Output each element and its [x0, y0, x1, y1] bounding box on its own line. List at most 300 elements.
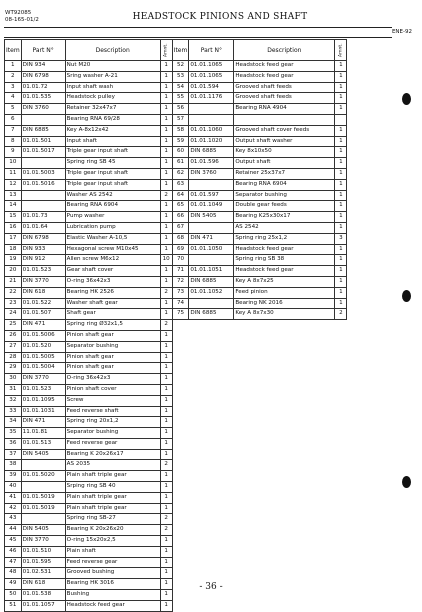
- empty-cell: [172, 471, 189, 482]
- item-number: 13: [5, 190, 22, 201]
- part-quantity: 2: [160, 460, 172, 471]
- column-header-qty: Amnt.: [160, 40, 172, 61]
- empty-cell: [172, 428, 189, 439]
- part-number: 01.01.5016: [21, 179, 65, 190]
- part-description: O-ring 36x42x3: [65, 374, 160, 385]
- empty-cell: [189, 568, 234, 579]
- document-reference: ENE-92: [391, 29, 412, 35]
- part-description: Retainer 25x37x7: [234, 168, 335, 179]
- table-row: [5, 61, 347, 72]
- empty-cell: [189, 460, 234, 471]
- part-quantity: 1: [335, 212, 347, 223]
- item-number: 52: [172, 61, 189, 72]
- part-number: 01.01.538: [21, 590, 65, 601]
- table-row: [5, 536, 347, 547]
- part-description: O-ring 36x42x3: [65, 276, 160, 287]
- part-quantity: 1: [335, 71, 347, 82]
- part-quantity: 1: [335, 287, 347, 298]
- part-number: 11.01.81: [21, 428, 65, 439]
- empty-cell: [234, 471, 335, 482]
- part-quantity: 1: [335, 147, 347, 158]
- part-quantity: [335, 114, 347, 125]
- part-number: 01.01.1095: [21, 395, 65, 406]
- part-number: 01.01.535: [21, 93, 65, 104]
- item-number: 27: [5, 341, 22, 352]
- empty-cell: [335, 546, 347, 557]
- item-number: 59: [172, 136, 189, 147]
- empty-cell: [172, 352, 189, 363]
- divider: [4, 27, 392, 28]
- part-number: 01.01.596: [189, 158, 234, 169]
- part-quantity: 1: [160, 61, 172, 72]
- part-description: Bearing RNA 6904: [65, 201, 160, 212]
- table-row: [5, 492, 347, 503]
- punch-hole: [402, 476, 411, 488]
- table-row: [5, 352, 347, 363]
- part-quantity: 1: [160, 352, 172, 363]
- empty-cell: [172, 525, 189, 536]
- part-description: Bearing RNA 4904: [234, 104, 335, 115]
- table-row: [5, 546, 347, 557]
- part-quantity: 1: [335, 136, 347, 147]
- empty-cell: [172, 557, 189, 568]
- part-description: Feed reverse shaft: [65, 406, 160, 417]
- item-number: 32: [5, 395, 22, 406]
- part-number: [21, 514, 65, 525]
- item-number: 45: [5, 536, 22, 547]
- table-row: [5, 276, 347, 287]
- part-description: Grooved shaft cover feeds: [234, 125, 335, 136]
- item-number: 19: [5, 255, 22, 266]
- item-number: 6: [5, 114, 22, 125]
- column-header-description: Description: [65, 40, 160, 61]
- item-number: 24: [5, 309, 22, 320]
- part-quantity: 1: [160, 147, 172, 158]
- empty-cell: [234, 568, 335, 579]
- part-number: 01.02.531: [21, 568, 65, 579]
- part-number: 01.01.523: [21, 266, 65, 277]
- part-quantity: 2: [160, 525, 172, 536]
- part-quantity: 1: [335, 244, 347, 255]
- part-description: Separator bushing: [65, 428, 160, 439]
- part-number: [189, 222, 234, 233]
- part-quantity: 1: [160, 341, 172, 352]
- part-description: Hexagonal screw M10x45: [65, 244, 160, 255]
- table-row: [5, 179, 347, 190]
- item-number: 60: [172, 147, 189, 158]
- part-quantity: 10: [160, 255, 172, 266]
- table-row: [5, 320, 347, 331]
- table-row: [5, 395, 347, 406]
- page-number: - 36 -: [199, 582, 223, 592]
- table-row: [5, 557, 347, 568]
- part-quantity: 2: [160, 514, 172, 525]
- table-row: [5, 471, 347, 482]
- part-number: DIN 933: [21, 244, 65, 255]
- part-description: Spring ring 20x1,2: [65, 417, 160, 428]
- table-row: [5, 449, 347, 460]
- table-row: [5, 287, 347, 298]
- table-row: [5, 71, 347, 82]
- empty-cell: [189, 536, 234, 547]
- part-number: DIN 6885: [189, 147, 234, 158]
- part-number: 01.01.513: [21, 438, 65, 449]
- empty-cell: [335, 417, 347, 428]
- table-row: [5, 233, 347, 244]
- item-number: 51: [5, 600, 22, 611]
- item-number: 17: [5, 233, 22, 244]
- empty-cell: [189, 363, 234, 374]
- table-row: [5, 158, 347, 169]
- part-number: DIN 471: [21, 417, 65, 428]
- part-number: 01.01.5019: [21, 503, 65, 514]
- empty-cell: [335, 363, 347, 374]
- item-number: 30: [5, 374, 22, 385]
- part-number: DIN 471: [21, 320, 65, 331]
- empty-cell: [335, 330, 347, 341]
- part-description: Spring ring Ø32x1,5: [65, 320, 160, 331]
- item-number: 26: [5, 330, 22, 341]
- part-quantity: 1: [160, 222, 172, 233]
- part-quantity: 1: [160, 298, 172, 309]
- table-row: [5, 309, 347, 320]
- part-quantity: 1: [335, 61, 347, 72]
- item-number: 57: [172, 114, 189, 125]
- part-number: DIN 3760: [21, 104, 65, 115]
- empty-cell: [189, 471, 234, 482]
- empty-cell: [172, 320, 189, 331]
- part-number: [21, 201, 65, 212]
- empty-cell: [189, 492, 234, 503]
- part-number: DIN 618: [21, 579, 65, 590]
- empty-cell: [234, 536, 335, 547]
- item-number: 72: [172, 276, 189, 287]
- part-number: DIN 3770: [21, 374, 65, 385]
- part-quantity: 1: [160, 201, 172, 212]
- item-number: 68: [172, 233, 189, 244]
- part-quantity: 1: [335, 104, 347, 115]
- part-description: Bearing K25x30x17: [234, 212, 335, 223]
- item-number: 49: [5, 579, 22, 590]
- part-quantity: 1: [160, 136, 172, 147]
- table-row: [5, 417, 347, 428]
- part-number: 01.01.1052: [189, 287, 234, 298]
- item-number: 18: [5, 244, 22, 255]
- part-description: Grooved shaft feeds: [234, 93, 335, 104]
- part-description: Spring ring 25x1,2: [234, 233, 335, 244]
- part-description: [234, 114, 335, 125]
- part-description: Nut M20: [65, 61, 160, 72]
- part-description: Separator bushing: [234, 190, 335, 201]
- empty-cell: [234, 557, 335, 568]
- column-header-item: Item: [172, 40, 189, 61]
- table-row: [5, 244, 347, 255]
- empty-cell: [234, 449, 335, 460]
- item-number: 58: [172, 125, 189, 136]
- part-quantity: 1: [160, 179, 172, 190]
- item-number: 41: [5, 492, 22, 503]
- part-description: Pinion shaft gear: [65, 363, 160, 374]
- part-description: Pump washer: [65, 212, 160, 223]
- document-code: [5, 10, 39, 24]
- empty-cell: [172, 449, 189, 460]
- part-quantity: 1: [160, 266, 172, 277]
- part-description: Spring ring SB 45: [65, 158, 160, 169]
- item-number: 3: [5, 82, 22, 93]
- part-description: Headstock feed gear: [234, 71, 335, 82]
- part-quantity: 1: [160, 244, 172, 255]
- part-description: AS 2035: [65, 460, 160, 471]
- item-number: 38: [5, 460, 22, 471]
- empty-cell: [189, 525, 234, 536]
- table-row: [5, 114, 347, 125]
- part-number: 01.01.597: [189, 190, 234, 201]
- item-number: 65: [172, 201, 189, 212]
- part-number: [21, 114, 65, 125]
- part-quantity: 1: [160, 546, 172, 557]
- part-description: Shaft gear: [65, 309, 160, 320]
- item-number: 66: [172, 212, 189, 223]
- table-row: [5, 482, 347, 493]
- empty-cell: [172, 546, 189, 557]
- empty-cell: [172, 438, 189, 449]
- item-number: 48: [5, 568, 22, 579]
- empty-cell: [234, 320, 335, 331]
- part-description: Feed reverse gear: [65, 557, 160, 568]
- part-quantity: 1: [160, 309, 172, 320]
- part-number: [21, 482, 65, 493]
- part-description: Headstock feed gear: [234, 266, 335, 277]
- table-row: [5, 438, 347, 449]
- part-quantity: 1: [160, 568, 172, 579]
- column-header-qty: Amnt.: [335, 40, 347, 61]
- item-number: 46: [5, 546, 22, 557]
- empty-cell: [172, 600, 189, 611]
- part-quantity: 1: [335, 168, 347, 179]
- empty-cell: [335, 428, 347, 439]
- part-description: Spring ring SB-27: [65, 514, 160, 525]
- part-quantity: 1: [160, 492, 172, 503]
- table-row: [5, 330, 347, 341]
- item-number: 73: [172, 287, 189, 298]
- part-number: DIN 471: [189, 233, 234, 244]
- part-number: DIN 934: [21, 61, 65, 72]
- empty-cell: [189, 428, 234, 439]
- item-number: 55: [172, 93, 189, 104]
- item-number: 54: [172, 82, 189, 93]
- empty-cell: [234, 503, 335, 514]
- item-number: 44: [5, 525, 22, 536]
- item-number: 1: [5, 61, 22, 72]
- empty-cell: [172, 514, 189, 525]
- part-description: Output shaft: [234, 158, 335, 169]
- empty-cell: [172, 363, 189, 374]
- part-quantity: 1: [335, 93, 347, 104]
- part-quantity: 2: [160, 320, 172, 331]
- empty-cell: [189, 546, 234, 557]
- divider: [4, 37, 392, 38]
- part-number: 01.01.1060: [189, 125, 234, 136]
- part-number: [189, 298, 234, 309]
- part-description: Separator bushing: [65, 341, 160, 352]
- table-row: [5, 255, 347, 266]
- item-number: 56: [172, 104, 189, 115]
- empty-cell: [189, 557, 234, 568]
- empty-cell: [234, 492, 335, 503]
- empty-cell: [234, 352, 335, 363]
- item-number: 16: [5, 222, 22, 233]
- punch-hole: [402, 290, 411, 302]
- table-row: [5, 82, 347, 93]
- item-number: 69: [172, 244, 189, 255]
- part-quantity: 1: [335, 222, 347, 233]
- table-row: [5, 222, 347, 233]
- part-description: Bearing HK 3016: [65, 579, 160, 590]
- part-number: [21, 190, 65, 201]
- part-quantity: 1: [160, 579, 172, 590]
- punch-hole: [402, 93, 411, 105]
- empty-cell: [234, 406, 335, 417]
- part-quantity: 1: [160, 482, 172, 493]
- part-number: 01.01.5005: [21, 352, 65, 363]
- page-title: HEADSTOCK PINIONS AND SHAFT: [132, 12, 308, 22]
- empty-cell: [189, 406, 234, 417]
- empty-cell: [172, 330, 189, 341]
- part-number: [21, 158, 65, 169]
- part-quantity: 1: [160, 158, 172, 169]
- item-number: 71: [172, 266, 189, 277]
- item-number: 34: [5, 417, 22, 428]
- empty-cell: [189, 395, 234, 406]
- part-number: 01.01.5003: [21, 168, 65, 179]
- empty-cell: [335, 557, 347, 568]
- part-number: 01.01.1057: [21, 600, 65, 611]
- empty-cell: [234, 546, 335, 557]
- item-number: 31: [5, 384, 22, 395]
- empty-cell: [335, 471, 347, 482]
- item-number: 36: [5, 438, 22, 449]
- part-description: O-ring 15x20x2,5: [65, 536, 160, 547]
- part-description: Input shaft wash: [65, 82, 160, 93]
- part-quantity: 1: [160, 276, 172, 287]
- part-description: Plain shaft triple gear: [65, 503, 160, 514]
- part-quantity: 1: [160, 417, 172, 428]
- empty-cell: [234, 395, 335, 406]
- empty-cell: [335, 374, 347, 385]
- part-quantity: 1: [160, 168, 172, 179]
- table-row: [5, 503, 347, 514]
- part-number: [189, 114, 234, 125]
- empty-cell: [234, 460, 335, 471]
- part-description: Input shaft: [65, 136, 160, 147]
- item-number: 7: [5, 125, 22, 136]
- item-number: 20: [5, 266, 22, 277]
- part-description: Headstock feed gear: [65, 600, 160, 611]
- part-description: Plain shaft: [65, 546, 160, 557]
- table-row: [5, 406, 347, 417]
- part-number: [189, 179, 234, 190]
- empty-cell: [234, 417, 335, 428]
- part-number: DIN 5405: [21, 525, 65, 536]
- item-number: 50: [5, 590, 22, 601]
- empty-cell: [335, 600, 347, 611]
- part-description: Headstock pulley: [65, 93, 160, 104]
- part-number: DIN 3760: [189, 168, 234, 179]
- empty-cell: [189, 341, 234, 352]
- part-quantity: 1: [335, 255, 347, 266]
- part-number: 01.01.72: [21, 82, 65, 93]
- part-description: Allen screw M6x12: [65, 255, 160, 266]
- part-number: 01.01.507: [21, 309, 65, 320]
- item-number: 29: [5, 363, 22, 374]
- item-number: 62: [172, 168, 189, 179]
- part-description: Sring washer A-21: [65, 71, 160, 82]
- empty-cell: [172, 374, 189, 385]
- empty-cell: [189, 503, 234, 514]
- parts-table: [4, 39, 347, 612]
- table-row: [5, 125, 347, 136]
- part-description: Triple gear input shaft: [65, 147, 160, 158]
- part-description: Washer shaft gear: [65, 298, 160, 309]
- part-description: Bearing RNA 6904: [234, 179, 335, 190]
- column-header-item: Item: [5, 40, 22, 61]
- part-description: Bearing K 20x26x17: [65, 449, 160, 460]
- empty-cell: [189, 514, 234, 525]
- part-description: AS 2542: [234, 222, 335, 233]
- empty-cell: [189, 330, 234, 341]
- empty-cell: [172, 384, 189, 395]
- empty-cell: [335, 352, 347, 363]
- empty-cell: [335, 384, 347, 395]
- part-number: 01.01.73: [21, 212, 65, 223]
- part-number: 01.01.1020: [189, 136, 234, 147]
- part-number: 01.01.5019: [21, 492, 65, 503]
- column-header-part: Part N°: [21, 40, 65, 61]
- empty-cell: [234, 374, 335, 385]
- part-quantity: 2: [160, 190, 172, 201]
- empty-cell: [335, 395, 347, 406]
- part-description: Output shaft washer: [234, 136, 335, 147]
- part-number: 01.01.5017: [21, 147, 65, 158]
- item-number: 42: [5, 503, 22, 514]
- table-row: [5, 384, 347, 395]
- empty-cell: [189, 374, 234, 385]
- part-quantity: 2: [335, 309, 347, 320]
- part-number: 01.01.501: [21, 136, 65, 147]
- part-description: Headstock feed gear: [234, 244, 335, 255]
- part-number: DIN 6798: [21, 71, 65, 82]
- empty-cell: [234, 600, 335, 611]
- part-number: 01.01.594: [189, 82, 234, 93]
- part-description: Pinion shaft gear: [65, 330, 160, 341]
- part-number: 01.01.1049: [189, 201, 234, 212]
- part-quantity: 1: [160, 471, 172, 482]
- empty-cell: [335, 492, 347, 503]
- part-description: Key A-8x12x42: [65, 125, 160, 136]
- table-row: [5, 190, 347, 201]
- item-number: 37: [5, 449, 22, 460]
- part-quantity: 1: [335, 276, 347, 287]
- item-number: 63: [172, 179, 189, 190]
- part-number: DIN 6885: [21, 125, 65, 136]
- part-number: [189, 255, 234, 266]
- item-number: 70: [172, 255, 189, 266]
- item-number: 40: [5, 482, 22, 493]
- table-row: [5, 104, 347, 115]
- table-row: [5, 93, 347, 104]
- empty-cell: [335, 320, 347, 331]
- empty-cell: [172, 417, 189, 428]
